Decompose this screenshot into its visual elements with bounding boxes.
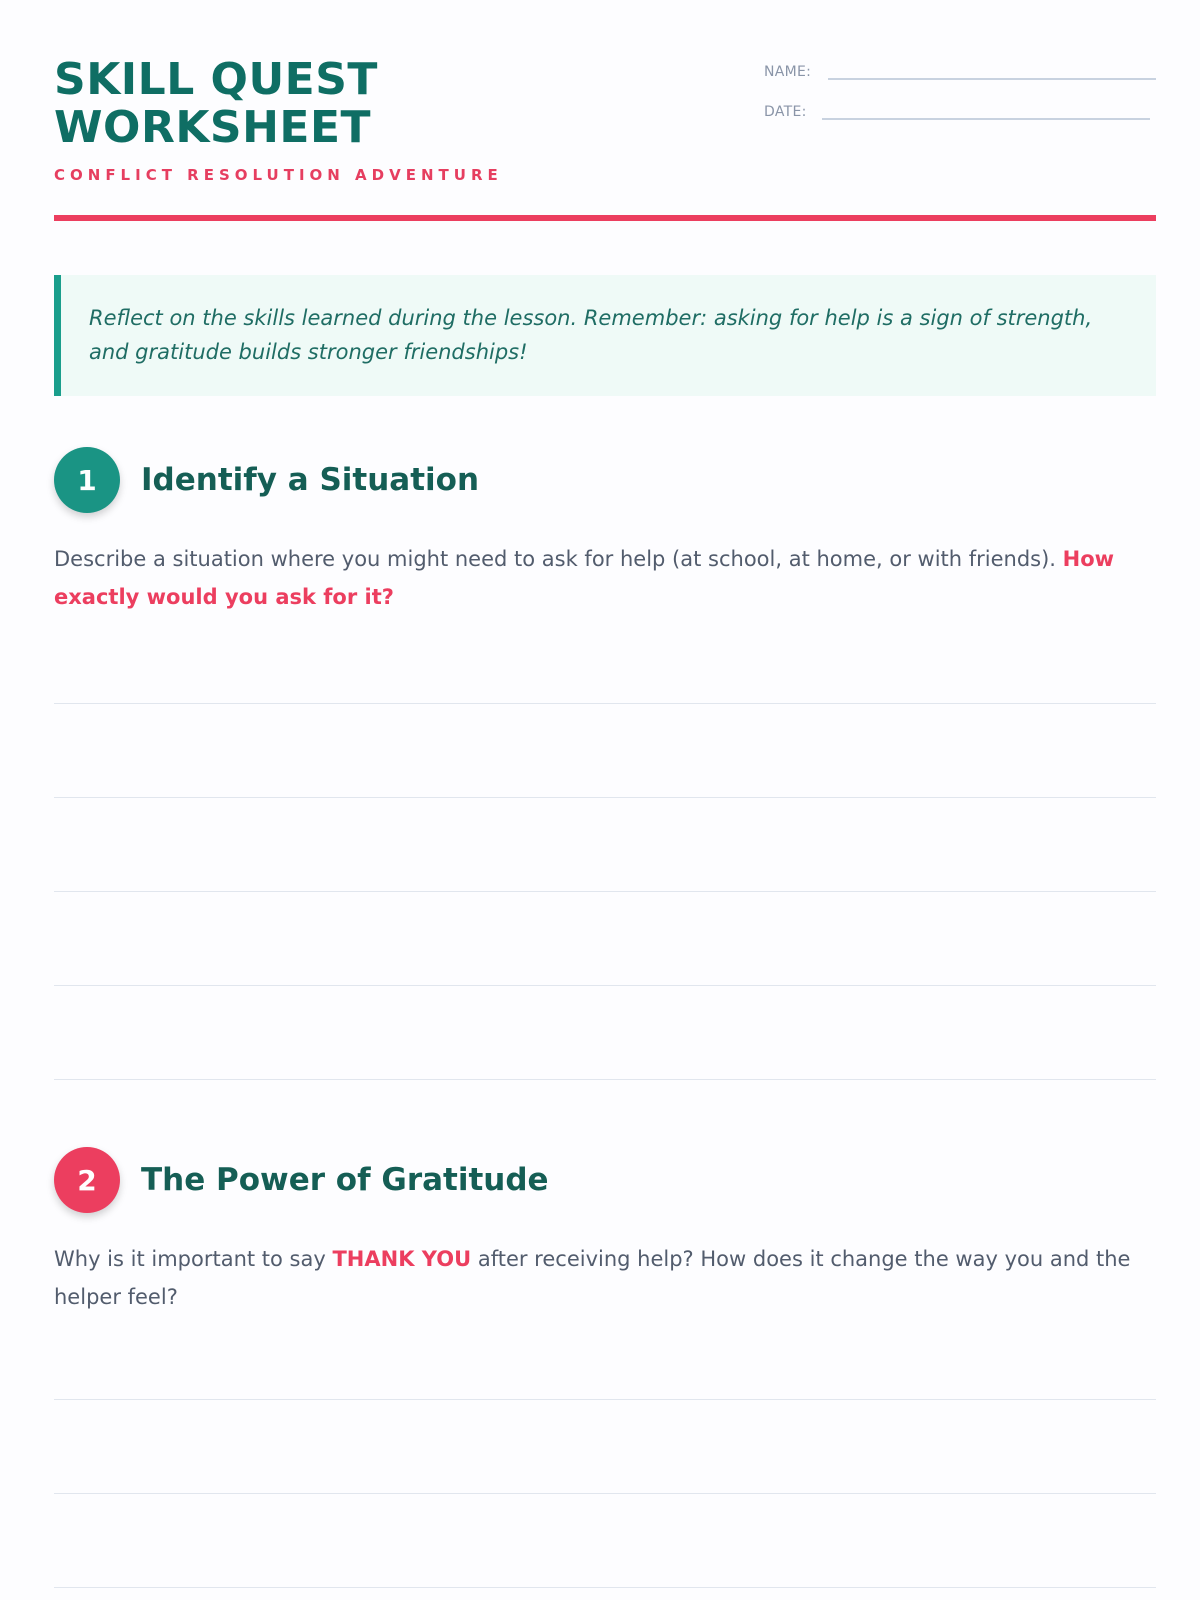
header-divider [54,215,1156,221]
writing-line[interactable] [54,985,1156,986]
section-header [54,1146,1156,1214]
prompt-text: Describe a situation where you might need to ask for help (at school, at home, or with friends). [54,547,1063,571]
section-title: The Power of Gratitude [141,1162,549,1198]
section-number-badge: 1 [54,447,120,513]
prompt-text-after: after receiving help? How does it change the way you and the helper feel? [54,1247,1131,1309]
section-header [54,446,1156,514]
intro-text: Reflect on the skills learned during the lesson. Remember: asking for help is a sign of strength, and gratitude builds stronger friendships! [89,306,1093,364]
intro-callout [54,275,1156,396]
section-prompt [54,1240,1156,1316]
name-label: NAME: [764,64,812,80]
student-info [764,56,1156,136]
section-prompt [54,540,1156,616]
title-line-1: SKILL QUEST [54,54,378,105]
worksheet-page [54,0,1156,1600]
writing-line[interactable] [54,797,1156,798]
writing-line[interactable] [54,891,1156,892]
date-row [764,96,1156,120]
prompt-text: Why is it important to say [54,1247,333,1271]
page-subtitle: CONFLICT RESOLUTION ADVENTURE [54,166,503,184]
section-number-badge: 2 [54,1147,120,1213]
prompt-highlight: THANK YOU [332,1247,472,1271]
section-power-of-gratitude [54,1146,1156,1316]
title-line-2: WORKSHEET [54,102,372,153]
date-label: DATE: [764,104,807,120]
name-field[interactable] [828,60,1156,80]
prompt-highlight: How exactly would you ask for it? [54,547,1115,609]
writing-line[interactable] [54,1587,1156,1588]
page-title [54,56,654,152]
writing-line[interactable] [54,1399,1156,1400]
section-title: Identify a Situation [141,462,480,498]
writing-line[interactable] [54,1079,1156,1080]
section-identify-situation [54,446,1156,616]
writing-line[interactable] [54,703,1156,704]
writing-line[interactable] [54,1493,1156,1494]
name-row [764,56,1156,80]
worksheet-header [54,56,1156,222]
date-field[interactable] [822,100,1150,120]
